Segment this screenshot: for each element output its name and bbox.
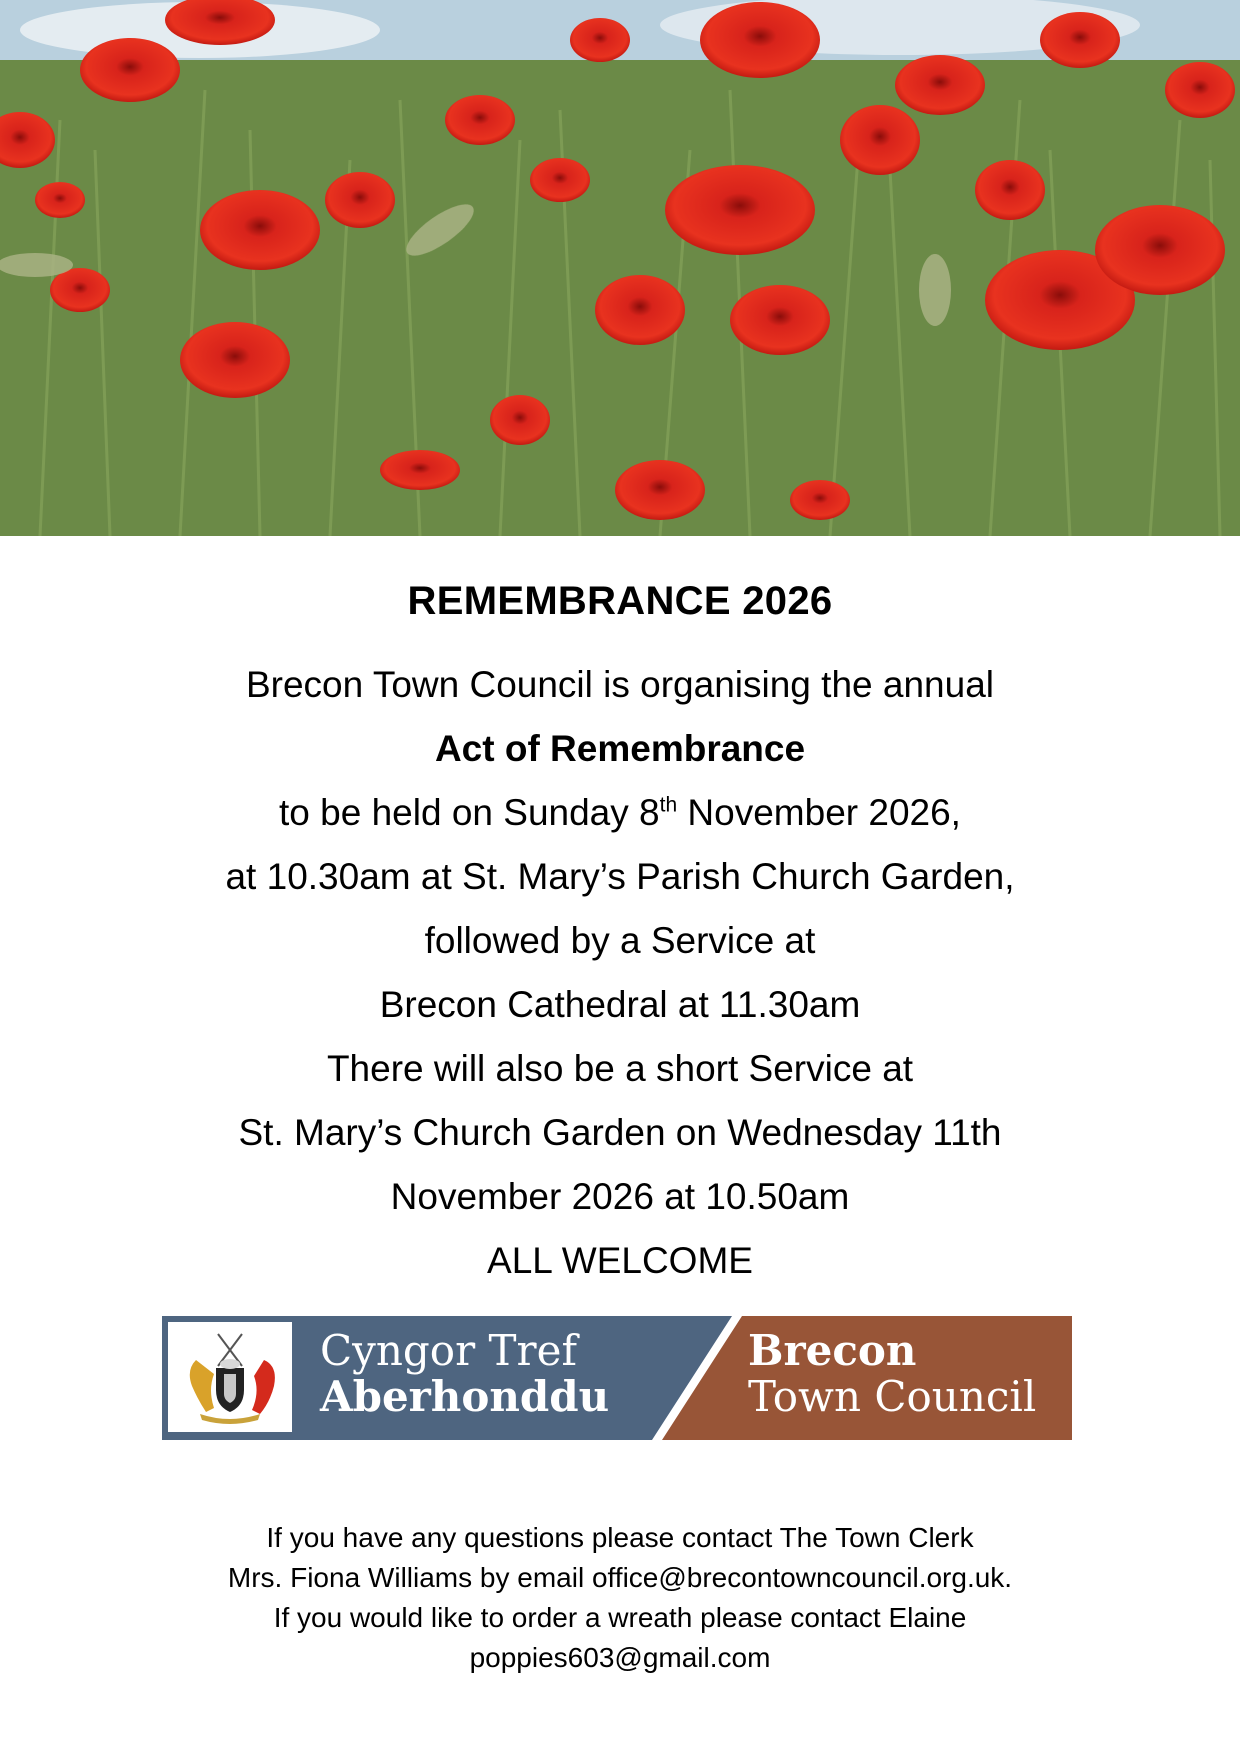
poppy-field-photo xyxy=(0,0,1240,536)
event-date-line xyxy=(0,790,1240,836)
contact-line-wreath-email: poppies603@gmail.com xyxy=(469,1642,771,1673)
short-service-date-line: November 2026 at 10.50am xyxy=(390,1176,850,1217)
logo-english-line2: Town Council xyxy=(748,1372,1037,1421)
date-text-post: November 2026, xyxy=(677,792,961,833)
contact-line-email: Mrs. Fiona Williams by email office@brecontowncouncil.org.uk. xyxy=(227,1562,1013,1593)
coat-of-arms-icon xyxy=(168,1322,292,1432)
date-text-pre: to be held on Sunday 8 xyxy=(279,792,660,833)
poppy-field-illustration xyxy=(0,0,1240,536)
intro-line: Brecon Town Council is organising the annual xyxy=(245,664,994,705)
logo-english-line1: Brecon xyxy=(748,1326,917,1375)
date-ordinal-suffix: th xyxy=(659,793,678,817)
contact-line-wreath: If you would like to order a wreath please contact Elaine xyxy=(273,1602,967,1633)
coat-of-arms xyxy=(168,1322,292,1432)
short-service-line: There will also be a short Service at xyxy=(326,1048,914,1089)
page-title: REMEMBRANCE 2026 xyxy=(407,579,833,623)
logo-welsh-line2: Aberhonddu xyxy=(320,1372,610,1421)
cathedral-service-line: Brecon Cathedral at 11.30am xyxy=(379,984,861,1025)
contact-line-clerk: If you have any questions please contact The Town Clerk xyxy=(266,1522,974,1553)
service-line: followed by a Service at xyxy=(424,920,816,961)
logo-welsh-line1: Cyngor Tref xyxy=(320,1326,578,1375)
short-service-location-line: St. Mary’s Church Garden on Wednesday 11th xyxy=(238,1112,1002,1153)
all-welcome: ALL WELCOME xyxy=(487,1240,753,1281)
event-name: Act of Remembrance xyxy=(434,728,806,769)
event-location-line: at 10.30am at St. Mary’s Parish Church Garden, xyxy=(225,856,1015,897)
council-logo-banner xyxy=(162,1316,1072,1440)
